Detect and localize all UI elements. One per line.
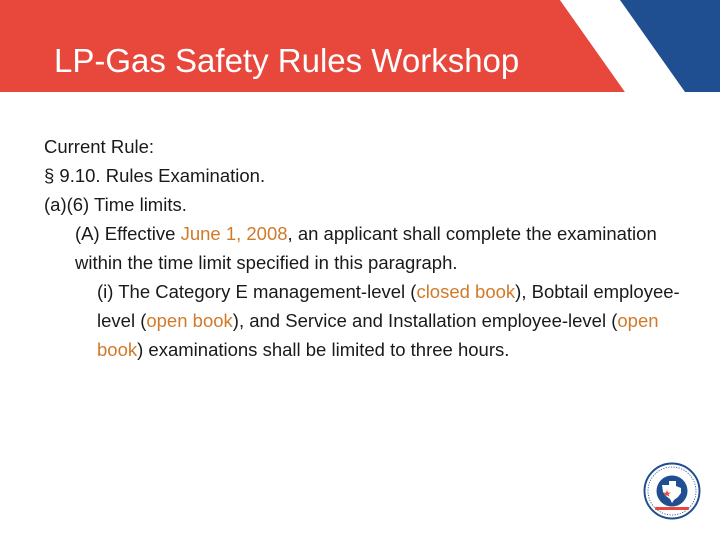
paragraph-i-part1: (i) The Category E management-level ( bbox=[97, 281, 417, 302]
effective-date: June 1, 2008 bbox=[180, 223, 288, 244]
paragraph-a-pre: (A) Effective bbox=[75, 223, 181, 244]
paragraph-i-part3: ), and Service and Installation employee-level ( bbox=[232, 310, 618, 331]
paragraph-i-part2: ), Bobtail employee-level ( bbox=[97, 281, 680, 331]
current-rule-label: Current Rule: bbox=[44, 136, 155, 157]
open-book-note-1: open book bbox=[146, 310, 233, 331]
open-book-note-2: open book bbox=[97, 310, 659, 360]
paragraph-i-part4: ) examinations shall be limited to three hours. bbox=[137, 339, 510, 360]
paragraph-i bbox=[44, 277, 694, 364]
rule-text bbox=[44, 132, 694, 364]
header-banner bbox=[0, 0, 720, 92]
closed-book-note: closed book bbox=[416, 281, 516, 302]
slide-title: LP-Gas Safety Rules Workshop bbox=[54, 42, 520, 79]
section-heading: § 9.10. Rules Examination. bbox=[44, 165, 266, 186]
railroad-commission-seal-icon bbox=[643, 462, 701, 520]
subsection-heading: (a)(6) Time limits. bbox=[44, 194, 187, 215]
paragraph-a-post: , an applicant shall complete the examination within the time limit specified in this paragraph. bbox=[75, 223, 657, 273]
paragraph-a bbox=[44, 219, 694, 277]
